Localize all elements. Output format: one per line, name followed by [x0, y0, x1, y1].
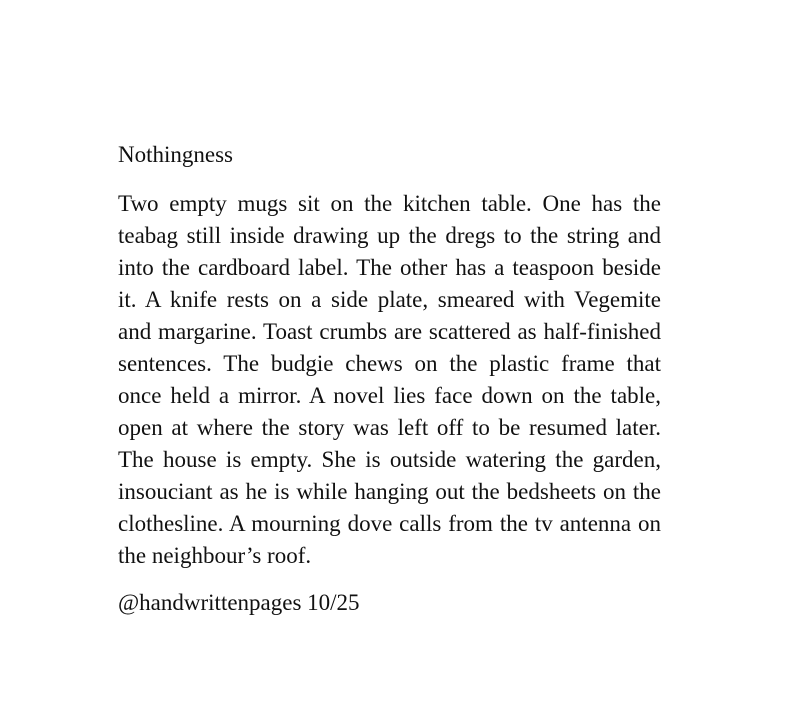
document-body: Two empty mugs sit on the kitchen table. One has the teabag still inside drawing up the dregs to the string and into the cardboard label. The other has a teaspoon beside it. A knife rests on a side plate, smeared with Vegemite and margarine. Toast crumbs are scattered as half-finished sentences. The budgie chews on the plastic frame that once held a mirror. A novel lies face down on the table, open at where the story was left off to be resumed later. The house is empty. She is outside watering the garden, insouciant as he is while hanging out the bedsheets on the clothesline. A mourning dove calls from the tv antenna on the neighbour’s roof.: [118, 191, 661, 568]
document-title: Nothingness: [118, 142, 233, 167]
document-page: [118, 140, 661, 618]
author-signature: @handwrittenpages 10/25: [118, 590, 360, 615]
